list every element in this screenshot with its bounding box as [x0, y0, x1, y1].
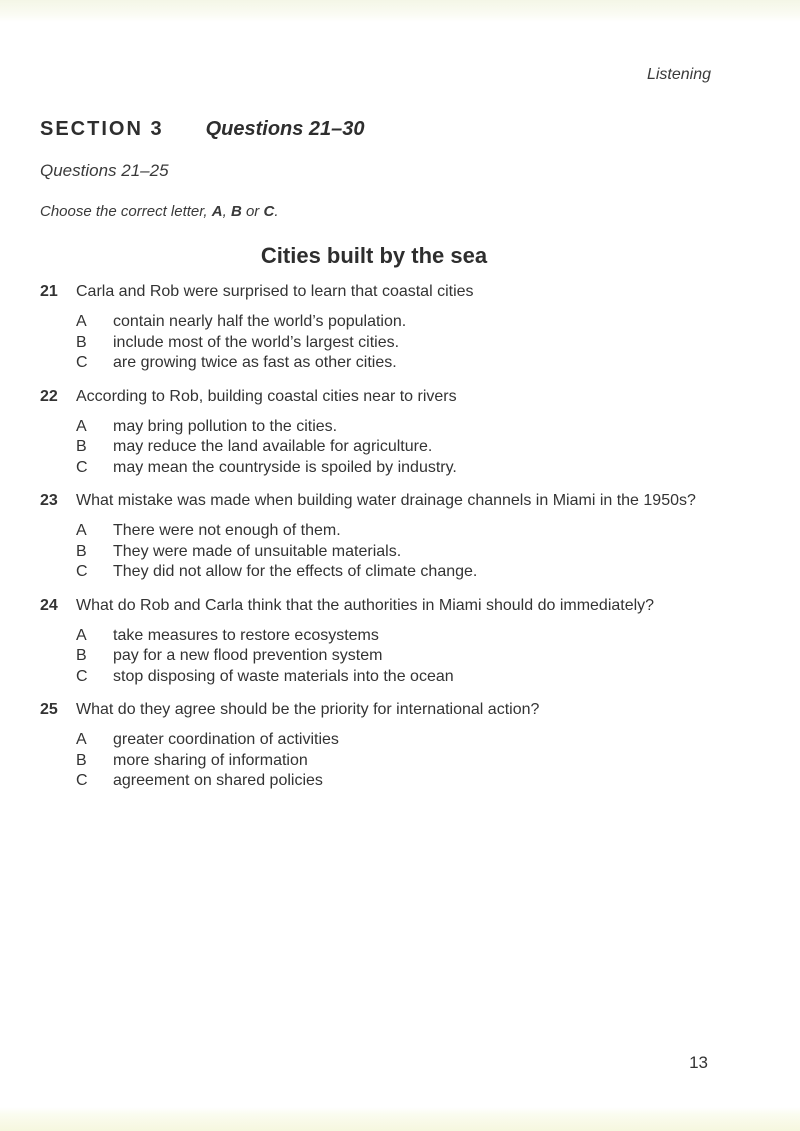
- running-head: Listening: [646, 66, 711, 83]
- instruction-prefix: Choose the correct letter,: [40, 203, 212, 220]
- option-letter: A: [76, 731, 87, 748]
- instruction-letter-b: B: [230, 203, 242, 220]
- option-letter: B: [76, 647, 87, 664]
- question-25: [40, 699, 740, 792]
- instruction-suffix: .: [274, 203, 279, 220]
- question-stem: [40, 281, 740, 302]
- option-list: [40, 312, 740, 374]
- option-letter: C: [76, 667, 88, 685]
- section-range: Questions 21–30: [205, 118, 365, 140]
- page-number: 13: [689, 1053, 708, 1072]
- instruction-letter-a: A: [211, 203, 223, 220]
- option-letter: B: [76, 542, 87, 560]
- question-stem: [40, 595, 740, 616]
- question-list: [40, 281, 740, 804]
- question-number: 21: [40, 283, 58, 300]
- question-stem: [40, 699, 740, 720]
- option-c: [40, 667, 740, 688]
- option-b: [40, 333, 740, 354]
- question-text: Carla and Rob were surprised to learn that coastal cities: [76, 283, 474, 300]
- option-text: are growing twice as fast as other cities.: [113, 354, 397, 371]
- option-a: [40, 730, 740, 751]
- option-text: may reduce the land available for agriculture.: [113, 438, 433, 455]
- option-letter: C: [76, 354, 88, 371]
- question-number: 25: [40, 701, 58, 718]
- instruction-letter-c: C: [263, 203, 275, 220]
- option-a: [40, 312, 740, 333]
- option-a: [40, 521, 740, 542]
- question-stem: [40, 490, 740, 511]
- question-21: [40, 281, 740, 374]
- question-text: What do they agree should be the priority for international action?: [76, 701, 540, 718]
- option-b: [40, 646, 740, 667]
- section-heading: [40, 118, 365, 141]
- option-text: stop disposing of waste materials into the ocean: [113, 667, 454, 685]
- option-letter: A: [76, 522, 87, 539]
- option-a: [40, 626, 740, 647]
- option-list: [40, 626, 740, 688]
- option-text: pay for a new flood prevention system: [113, 647, 383, 664]
- question-22: [40, 386, 740, 479]
- option-text: contain nearly half the world’s population.: [113, 313, 407, 330]
- question-number: 23: [40, 492, 58, 509]
- instruction-sep-1: ,: [222, 203, 231, 220]
- option-letter: B: [76, 333, 87, 351]
- question-number: 24: [40, 596, 58, 614]
- question-text: What do Rob and Carla think that the authorities in Miami should do immediately?: [76, 596, 655, 614]
- question-stem: [40, 386, 740, 407]
- option-text: They were made of unsuitable materials.: [113, 542, 402, 560]
- option-letter: B: [76, 751, 87, 769]
- question-text: According to Rob, building coastal cities near to rivers: [76, 387, 457, 405]
- option-list: [40, 730, 740, 792]
- instruction: [40, 203, 279, 220]
- page-bottom-edge: [0, 1107, 800, 1131]
- option-letter: C: [76, 563, 88, 580]
- option-list: [40, 417, 740, 479]
- option-letter: C: [76, 772, 88, 789]
- option-text: greater coordination of activities: [113, 731, 339, 748]
- option-text: include most of the world’s largest cities.: [113, 333, 400, 351]
- option-c: [40, 458, 740, 479]
- option-text: more sharing of information: [113, 751, 308, 769]
- question-24: [40, 595, 740, 688]
- option-c: [40, 771, 740, 792]
- question-23: [40, 490, 740, 583]
- option-letter: A: [76, 626, 87, 644]
- instruction-sep-2: or: [241, 203, 264, 220]
- passage-title: Cities built by the sea: [260, 243, 488, 268]
- section-label: SECTION 3: [40, 118, 164, 140]
- option-text: may bring pollution to the cities.: [113, 417, 338, 435]
- option-letter: A: [76, 313, 87, 330]
- option-text: agreement on shared policies: [113, 772, 323, 789]
- option-letter: C: [76, 458, 88, 476]
- option-c: [40, 562, 740, 583]
- option-list: [40, 521, 740, 583]
- option-letter: B: [76, 438, 87, 455]
- option-text: take measures to restore ecosystems: [113, 626, 379, 644]
- option-text: may mean the countryside is spoiled by industry.: [113, 458, 457, 476]
- question-text: What mistake was made when building water drainage channels in Miami in the 1950s?: [76, 492, 696, 509]
- option-b: [40, 437, 740, 458]
- question-number: 22: [40, 387, 58, 405]
- option-c: [40, 353, 740, 374]
- option-text: They did not allow for the effects of climate change.: [113, 563, 478, 580]
- option-letter: A: [76, 417, 87, 435]
- question-subrange: Questions 21–25: [40, 161, 169, 180]
- option-text: There were not enough of them.: [113, 522, 341, 539]
- option-b: [40, 751, 740, 772]
- page-top-edge: [0, 0, 800, 22]
- option-b: [40, 542, 740, 563]
- option-a: [40, 417, 740, 438]
